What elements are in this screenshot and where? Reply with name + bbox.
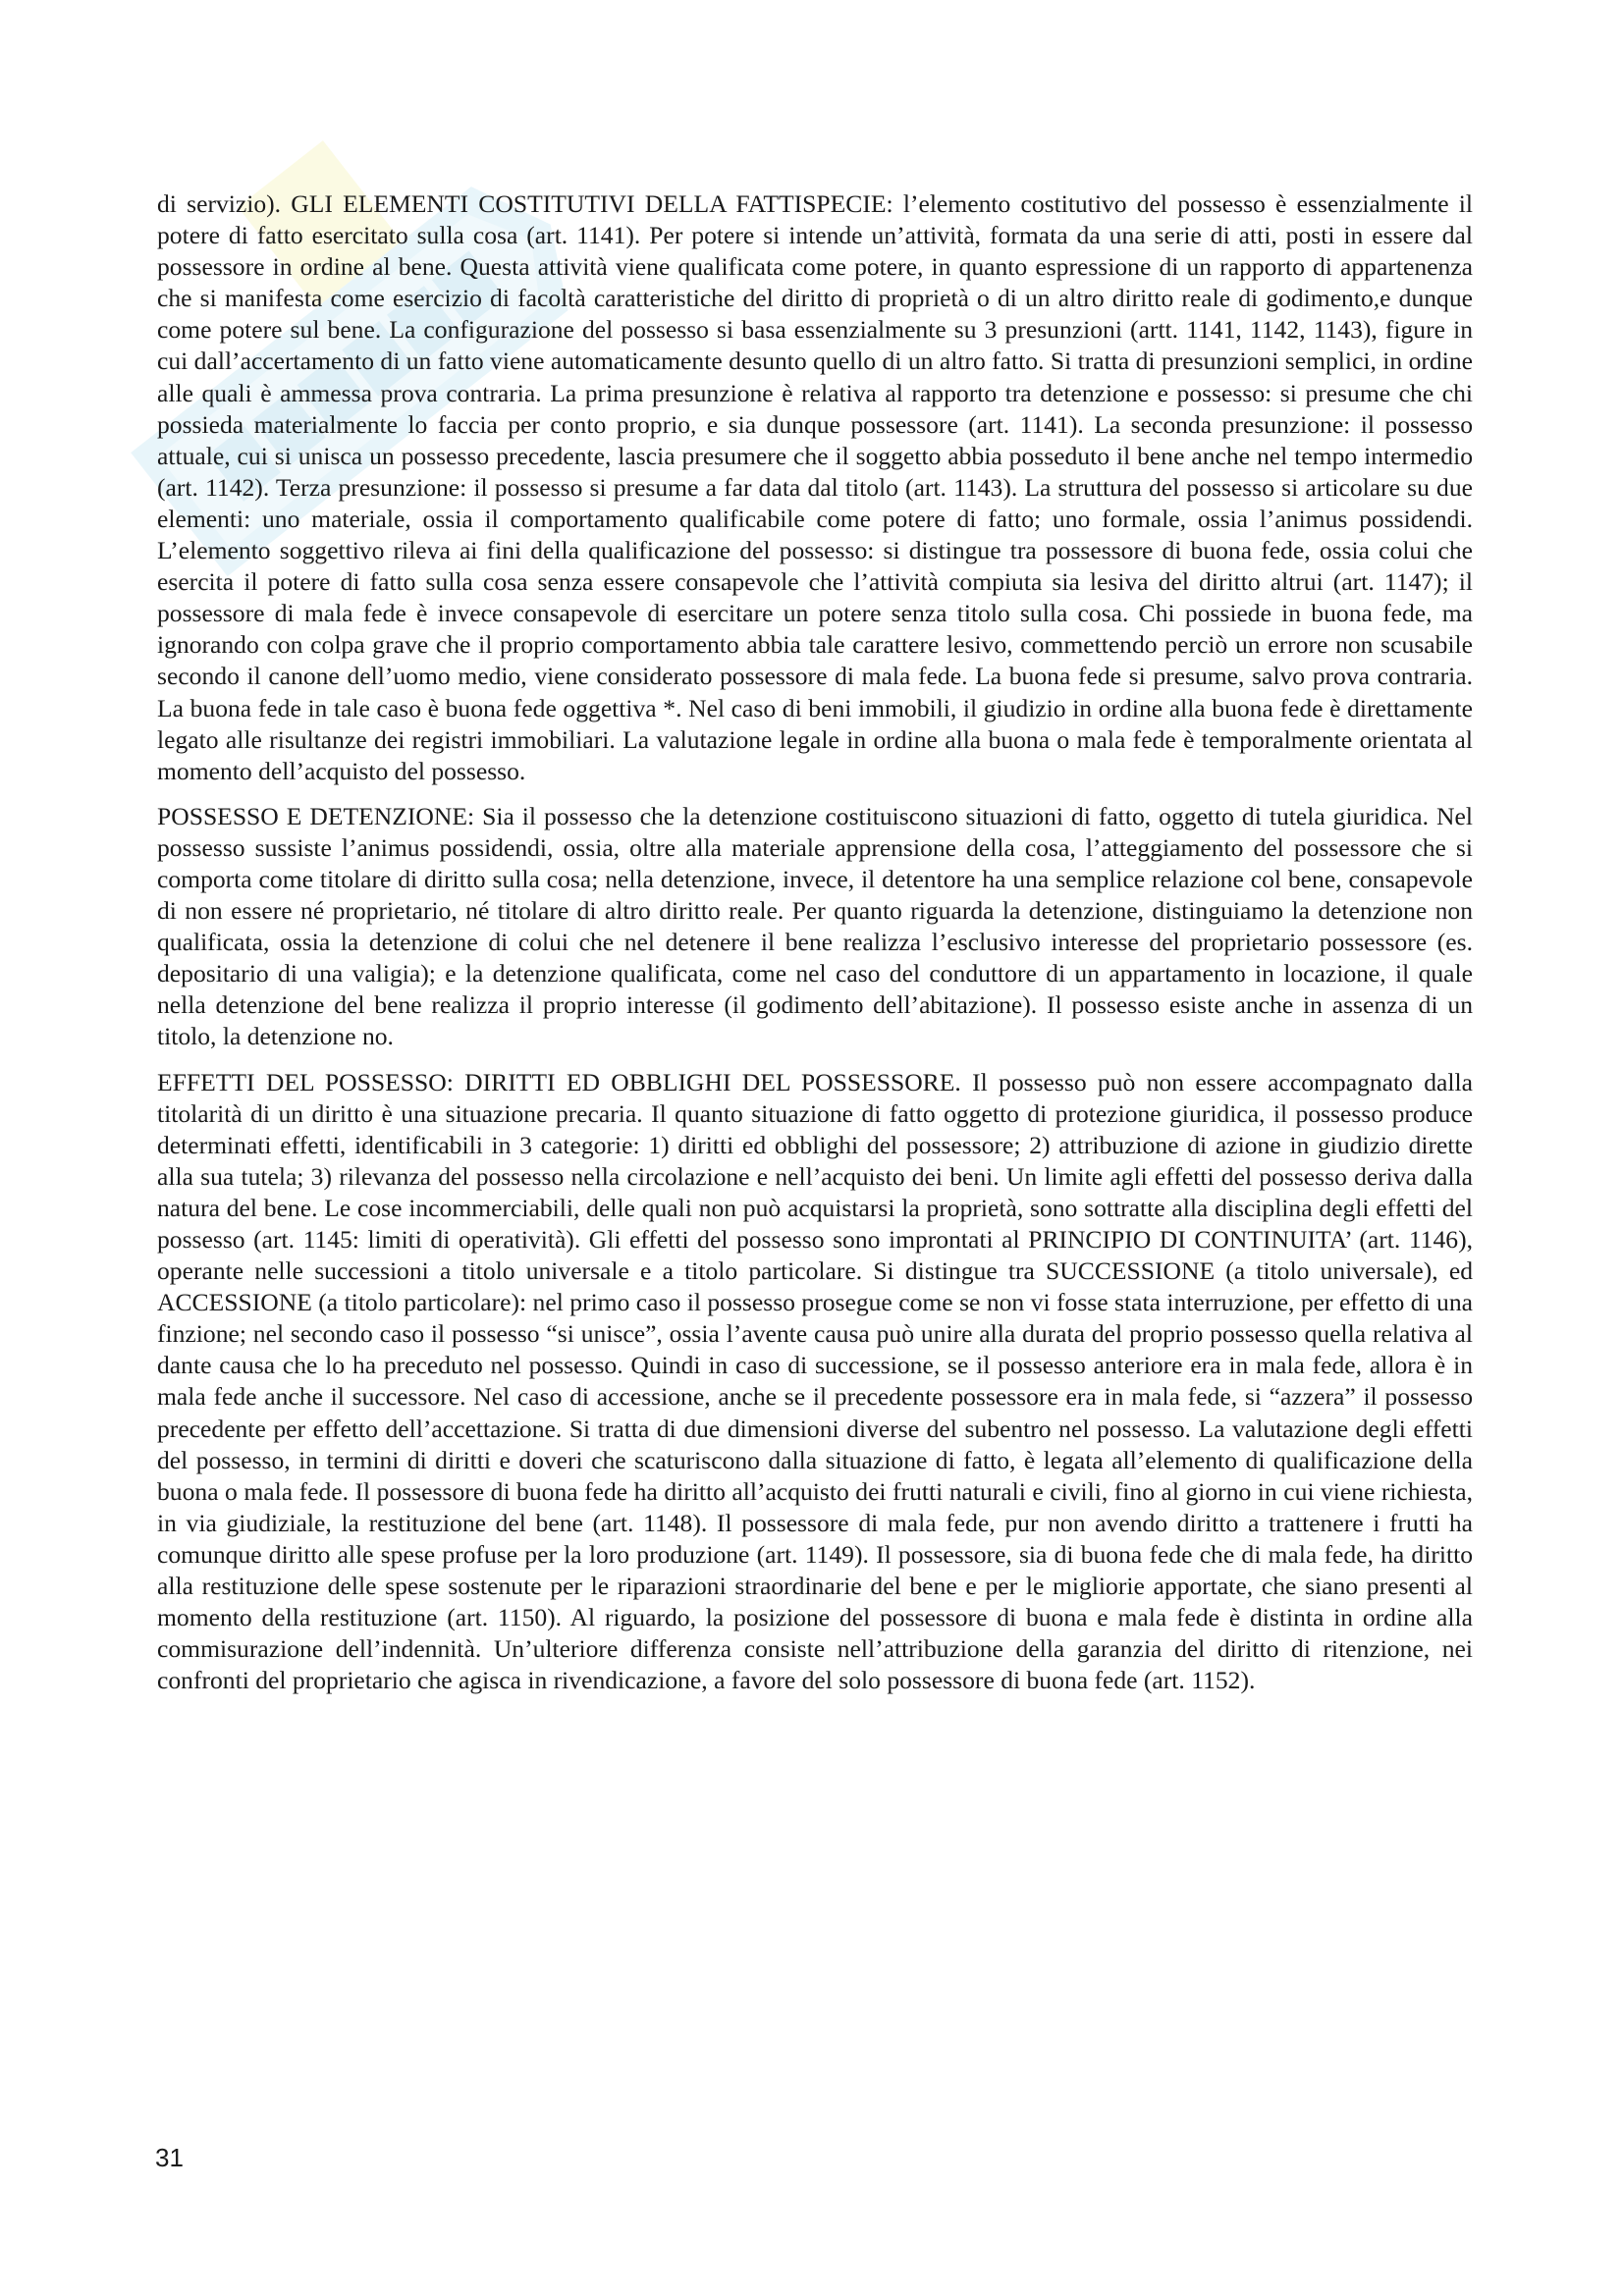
paragraph-possesso-detenzione: POSSESSO E DETENZIONE: Sia il possesso che la detenzione costituiscono situazioni di fatto, oggetto di tutela giuridica. Nel possesso sussiste l’animus possidendi, ossia, oltre alla materiale apprensione della cosa, l’atteggiamento del possessore che si comporta come titolare di diritto sulla cosa; nella detenzione, invece, il detentore ha una semplice relazione col bene, consapevole di non essere né proprietario, né titolare di altro diritto reale. Per quanto riguarda la detenzione, distinguiamo la detenzione non qualificata, ossia la detenzione di colui che nel detenere il bene realizza l’esclusivo interesse del proprietario possessore (es. depositario di una valigia); e la detenzione qualificata, come nel caso del conduttore di un appartamento in locazione, il quale nella detenzione del bene realizza il proprio interesse (il godimento dell’abitazione). Il possesso esiste anche in assenza di un titolo, la detenzione no.: [157, 801, 1473, 1051]
paragraph-elementi-costitutivi: di servizio). GLI ELEMENTI COSTITUTIVI DELLA FATTISPECIE: l’elemento costitutivo del possesso è essenzialmente il potere di fatto esercitato sulla cosa (art. 1141). Per potere si intende un’attività, formata da una serie di atti, posti in essere dal possessore in ordine al bene. Questa attività viene qualificata come potere, in quanto espressione di un rapporto di appartenenza che si manifesta come esercizio di facoltà caratteristiche del diritto di proprietà o di un altro diritto reale di godimento,e dunque come potere sul bene. La configurazione del possesso si basa essenzialmente su 3 presunzioni (artt. 1141, 1142, 1143), figure in cui dall’accertamento di un fatto viene automaticamente desunto quello di un altro fatto. Si tratta di presunzioni semplici, in ordine alle quali è ammessa prova contraria. La prima presunzione è relativa al rapporto tra detenzione e possesso: si presume che chi possieda materialmente lo faccia per conto proprio, e sia dunque possessore (art. 1141). La seconda presunzione: il possesso attuale, cui si unisca un possesso precedente, lascia presumere che il soggetto abbia posseduto il bene anche nel tempo intermedio (art. 1142). Terza presunzione: il possesso si presume a far data dal titolo (art. 1143). La struttura del possesso si articolare su due elementi: uno materiale, ossia il comportamento qualificabile come potere di fatto; uno formale, ossia l’animus possidendi. L’elemento soggettivo rileva ai fini della qualificazione del possesso: si distingue tra possessore di buona fede, ossia colui che esercita il potere di fatto sulla cosa senza essere consapevole che l’attività compiuta sia lesiva del diritto altrui (art. 1147); il possessore di mala fede è invece consapevole di esercitare un potere senza titolo sulla cosa. Chi possiede in buona fede, ma ignorando con colpa grave che il proprio comportamento abbia tale carattere lesivo, commettendo perciò un errore non scusabile secondo il canone dell’uomo medio, viene considerato possessore di mala fede. La buona fede si presume, salvo prova contraria. La buona fede in tale caso è buona fede oggettiva *. Nel caso di beni immobili, il giudizio in ordine alla buona fede è direttamente legato alle risultanze dei registri immobiliari. La valutazione legale in ordine alla buona o mala fede è temporalmente orientata al momento dell’acquisto del possesso.: [157, 189, 1473, 785]
page-number: 31: [155, 2143, 184, 2172]
document-body: [157, 188, 1473, 1710]
paragraph-effetti-possesso: EFFETTI DEL POSSESSO: DIRITTI ED OBBLIGHI DEL POSSESSORE. Il possesso può non essere accompagnato dalla titolarità di un diritto è una situazione precaria. Il quanto situazione di fatto oggetto di protezione giuridica, il possesso produce determinati effetti, identificabili in 3 categorie: 1) diritti ed obblighi del possessore; 2) attribuzione di azione in giudizio dirette alla sua tutela; 3) rilevanza del possesso nella circolazione e nell’acquisto dei beni. Un limite agli effetti del possesso deriva dalla natura del bene. Le cose incommerciabili, delle quali non può acquistarsi la proprietà, sono sottratte alla disciplina degli effetti del possesso (art. 1145: limiti di operatività). Gli effetti del possesso sono improntati al PRINCIPIO DI CONTINUITA’ (art. 1146), operante nelle successioni a titolo universale e a titolo particolare. Si distingue tra SUCCESSIONE (a titolo universale), ed ACCESSIONE (a titolo particolare): nel primo caso il possesso prosegue come se non vi fosse stata interruzione, per effetto di una finzione; nel secondo caso il possesso “si unisce”, ossia l’avente causa può unire alla durata del proprio possesso quella relativa al dante causa che lo ha preceduto nel possesso. Quindi in caso di successione, se il possesso anteriore era in mala fede, allora è in mala fede anche il successore. Nel caso di accessione, anche se il precedente possessore era in mala fede, si “azzera” il possesso precedente per effetto dell’accettazione. Si tratta di due dimensioni diverse del subentro nel possesso. La valutazione degli effetti del possesso, in termini di diritti e doveri che scaturiscono dalla situazione di fatto, è legata all’elemento di qualificazione della buona o mala fede. Il possessore di buona fede ha diritto all’acquisto dei frutti naturali e civili, fino al giorno in cui viene richiesta, in via giudiziale, la restituzione del bene (art. 1148). Il possessore di mala fede, pur non avendo diritto a trattenere i frutti ha comunque diritto alle spese profuse per la loro produzione (art. 1149). Il possessore, sia di buona fede che di mala fede, ha diritto alla restituzione delle spese sostenute per le riparazioni straordinarie del bene e per le migliorie apportate, che siano presenti al momento della restituzione (art. 1150). Al riguardo, la posizione del possessore di buona e mala fede è distinta in ordine alla commisurazione dell’indennità. Un’ulteriore differenza consiste nell’attribuzione della garanzia del diritto di ritenzione, nei confronti del proprietario che agisca in rivendicazione, a favore del solo possessore di buona fede (art. 1152).: [157, 1067, 1473, 1695]
